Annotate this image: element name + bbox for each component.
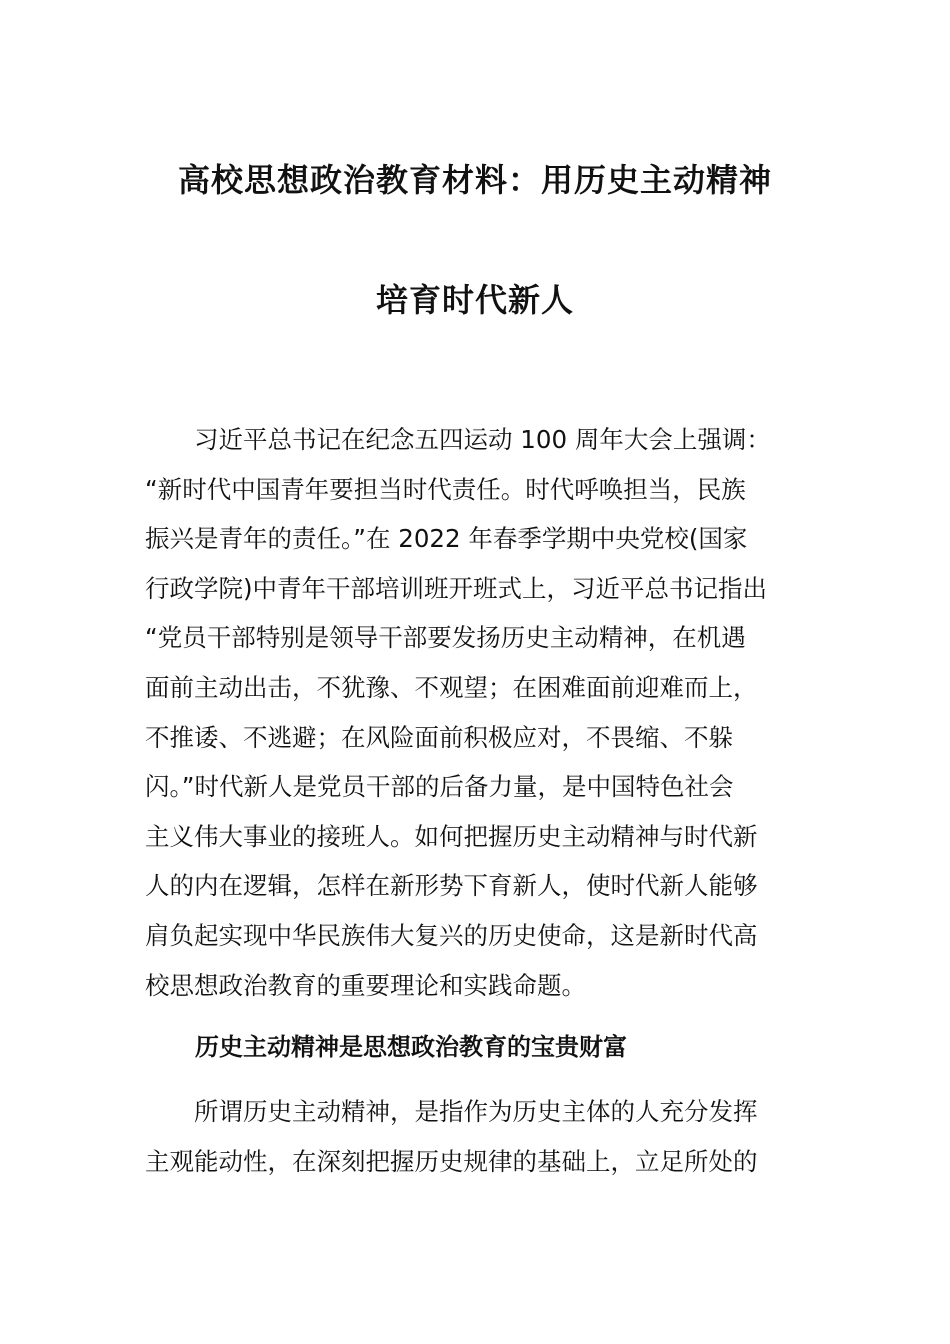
body-paragraph-1 (145, 415, 810, 1010)
paragraph-line: “党员干部特别是领导干部要发扬历史主动精神，在机遇 (145, 623, 746, 653)
paragraph-line: 习近平总书记在纪念五四运动 100 周年大会上强调： (145, 425, 771, 454)
paragraph-line: “新时代中国青年要担当时代责任。时代呼唤担当，民族 (145, 474, 746, 504)
paragraph-line: 不推诿、不逃避；在风险面前积极应对，不畏缩、不躲 (145, 722, 733, 752)
paragraph-line: 主义伟大事业的接班人。如何把握历史主动精神与时代新 (145, 821, 758, 851)
paragraph-line: 闪。”时代新人是党员干部的后备力量，是中国特色社会 (145, 772, 734, 802)
paragraph-line: 行政学院)中青年干部培训班开班式上，习近平总书记指出 (145, 573, 768, 603)
paragraph-line: 主观能动性，在深刻把握历史规律的基础上，立足所处的 (145, 1146, 758, 1176)
paragraph-line: 所谓历史主动精神，是指作为历史主体的人充分发挥 (145, 1097, 758, 1126)
paragraph-line: 肩负起实现中华民族伟大复兴的历史使命，这是新时代高 (145, 920, 758, 950)
document-title-line-2: 培育时代新人 (375, 281, 574, 319)
paragraph-line: 人的内在逻辑，怎样在新形势下育新人，使时代新人能够 (145, 871, 758, 901)
document-title-line-1: 高校思想政治教育材料：用历史主动精神 (177, 161, 772, 199)
paragraph-line: 校思想政治教育的重要理论和实践命题。 (145, 970, 586, 1000)
body-paragraph-2 (145, 1087, 810, 1186)
section-heading: 历史主动精神是思想政治教育的宝贵财富 (195, 1033, 627, 1061)
paragraph-line: 振兴是青年的责任。”在 2022 年春季学期中央党校(国家 (145, 524, 748, 554)
paragraph-line: 面前主动出击，不犹豫、不观望；在困难面前迎难而上， (145, 672, 758, 702)
